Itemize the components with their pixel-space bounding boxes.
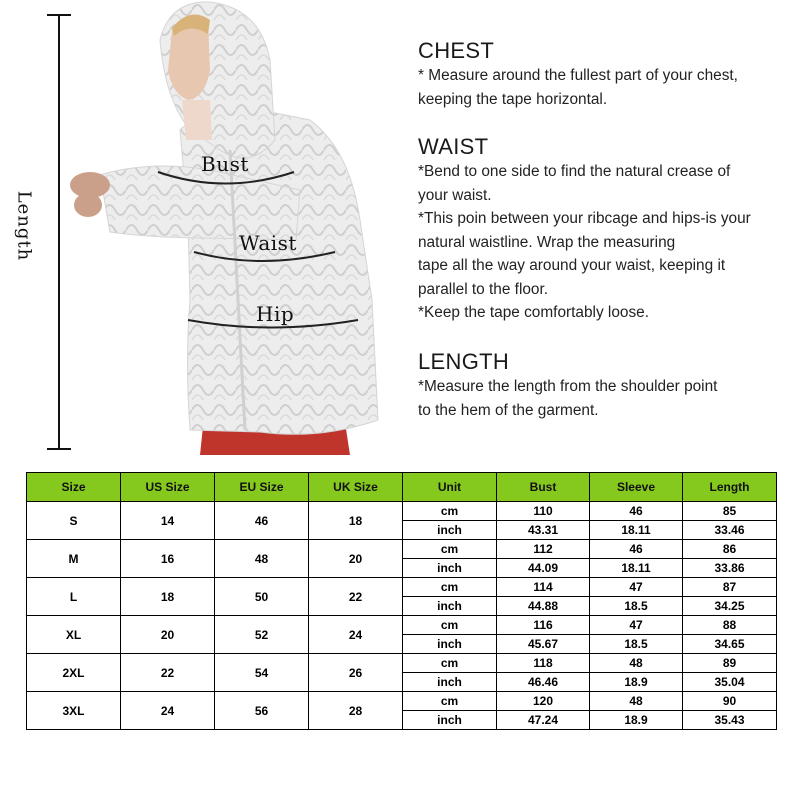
header-bust: Bust — [497, 473, 590, 502]
model-photo — [60, 0, 400, 460]
table-row — [27, 540, 777, 559]
table-row — [27, 578, 777, 597]
cell-size: L — [27, 578, 121, 616]
cell-sleeve: 18.5 — [590, 635, 683, 654]
hip-label: Hip — [256, 302, 295, 326]
cell-length: 34.25 — [683, 597, 777, 616]
cell-size: M — [27, 540, 121, 578]
cell-length: 85 — [683, 502, 777, 521]
cell-size: S — [27, 502, 121, 540]
cell-unit: inch — [403, 597, 497, 616]
cell-size: 2XL — [27, 654, 121, 692]
cell-eu-size: 56 — [215, 692, 309, 730]
cell-sleeve: 18.11 — [590, 559, 683, 578]
waist-line-5: tape all the way around your waist, keeping it — [418, 257, 726, 274]
cell-length: 35.43 — [683, 711, 777, 730]
cell-bust: 47.24 — [497, 711, 590, 730]
cell-bust: 46.46 — [497, 673, 590, 692]
cell-uk-size: 26 — [309, 654, 403, 692]
header-length: Length — [683, 473, 777, 502]
cell-length: 35.04 — [683, 673, 777, 692]
cell-sleeve: 48 — [590, 692, 683, 711]
table-header-row — [27, 473, 777, 502]
cell-unit: inch — [403, 521, 497, 540]
length-section — [418, 349, 717, 422]
cell-eu-size: 52 — [215, 616, 309, 654]
cell-uk-size: 28 — [309, 692, 403, 730]
header-uk-size: UK Size — [309, 473, 403, 502]
chest-title: CHEST — [418, 38, 495, 63]
cell-unit: cm — [403, 692, 497, 711]
table-row — [27, 654, 777, 673]
cell-unit: inch — [403, 635, 497, 654]
cell-unit: inch — [403, 711, 497, 730]
table-row — [27, 502, 777, 521]
cell-sleeve: 18.9 — [590, 673, 683, 692]
cell-sleeve: 47 — [590, 578, 683, 597]
cell-unit: inch — [403, 673, 497, 692]
cell-bust: 45.67 — [497, 635, 590, 654]
waist-line-2: your waist. — [418, 186, 492, 204]
cell-sleeve: 18.11 — [590, 521, 683, 540]
table-row — [27, 692, 777, 711]
cell-unit: cm — [403, 616, 497, 635]
cell-unit: inch — [403, 559, 497, 578]
chest-line-1: * Measure around the fullest part of your chest, — [418, 67, 738, 84]
waist-title: WAIST — [418, 134, 489, 159]
waist-line-6: parallel to the floor. — [418, 280, 549, 298]
length-title: LENGTH — [418, 349, 510, 374]
cell-us-size: 20 — [121, 616, 215, 654]
cell-sleeve: 18.9 — [590, 711, 683, 730]
cell-bust: 43.31 — [497, 521, 590, 540]
cell-length: 89 — [683, 654, 777, 673]
chest-line-2: keeping the tape horizontal. — [418, 90, 608, 108]
cell-length: 88 — [683, 616, 777, 635]
cell-uk-size: 18 — [309, 502, 403, 540]
cell-length: 87 — [683, 578, 777, 597]
cell-length: 86 — [683, 540, 777, 559]
cell-bust: 118 — [497, 654, 590, 673]
length-line-2: to the hem of the garment. — [418, 401, 599, 419]
cell-sleeve: 47 — [590, 616, 683, 635]
cell-unit: cm — [403, 540, 497, 559]
size-chart-table — [26, 472, 777, 730]
cell-uk-size: 20 — [309, 540, 403, 578]
bust-label: Bust — [201, 152, 249, 176]
cell-uk-size: 24 — [309, 616, 403, 654]
cell-bust: 112 — [497, 540, 590, 559]
cell-us-size: 18 — [121, 578, 215, 616]
cell-us-size: 22 — [121, 654, 215, 692]
header-unit: Unit — [403, 473, 497, 502]
cell-bust: 44.88 — [497, 597, 590, 616]
cell-length: 90 — [683, 692, 777, 711]
cell-us-size: 24 — [121, 692, 215, 730]
cell-eu-size: 48 — [215, 540, 309, 578]
cell-sleeve: 46 — [590, 540, 683, 559]
header-eu-size: EU Size — [215, 473, 309, 502]
waist-line-3: *This poin between your ribcage and hips-is your — [418, 210, 751, 227]
cardigan-illustration — [60, 0, 400, 460]
cell-length: 33.86 — [683, 559, 777, 578]
cell-eu-size: 50 — [215, 578, 309, 616]
cell-size: XL — [27, 616, 121, 654]
cell-bust: 110 — [497, 502, 590, 521]
cell-unit: cm — [403, 502, 497, 521]
cell-sleeve: 48 — [590, 654, 683, 673]
chest-section — [418, 38, 738, 111]
cell-uk-size: 22 — [309, 578, 403, 616]
cell-length: 33.46 — [683, 521, 777, 540]
cell-us-size: 16 — [121, 540, 215, 578]
cell-unit: cm — [403, 654, 497, 673]
waist-line-4: natural waistline. Wrap the measuring — [418, 233, 676, 251]
cell-bust: 44.09 — [497, 559, 590, 578]
waist-line-1: *Bend to one side to find the natural crease of — [418, 163, 731, 180]
cell-bust: 116 — [497, 616, 590, 635]
cell-bust: 120 — [497, 692, 590, 711]
waist-line-7: *Keep the tape comfortably loose. — [418, 304, 650, 321]
waist-label: Waist — [239, 231, 297, 255]
cell-sleeve: 18.5 — [590, 597, 683, 616]
header-sleeve: Sleeve — [590, 473, 683, 502]
length-label: Length — [13, 190, 35, 262]
cell-eu-size: 54 — [215, 654, 309, 692]
length-line-1: *Measure the length from the shoulder point — [418, 378, 718, 395]
cell-size: 3XL — [27, 692, 121, 730]
waist-section — [418, 134, 751, 325]
cell-bust: 114 — [497, 578, 590, 597]
cell-unit: cm — [403, 578, 497, 597]
table-row — [27, 616, 777, 635]
cell-us-size: 14 — [121, 502, 215, 540]
header-size: Size — [27, 473, 121, 502]
cell-length: 34.65 — [683, 635, 777, 654]
cell-eu-size: 46 — [215, 502, 309, 540]
cell-sleeve: 46 — [590, 502, 683, 521]
header-us-size: US Size — [121, 473, 215, 502]
